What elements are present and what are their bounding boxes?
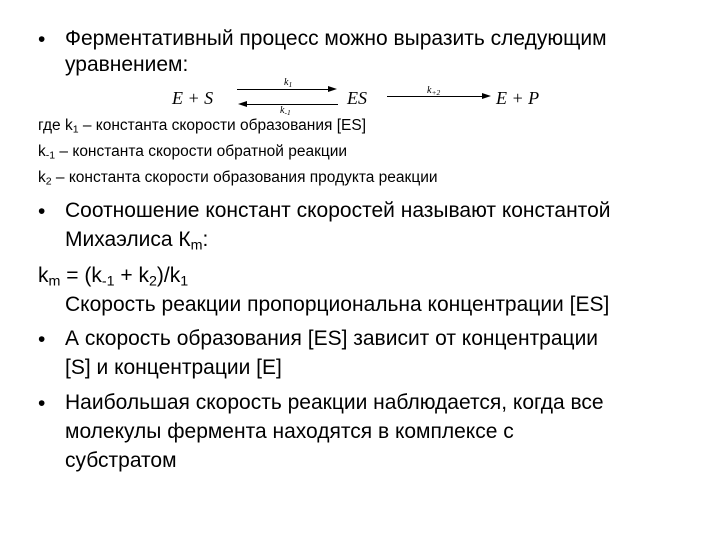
product-arrow-head xyxy=(482,93,491,99)
max-rate-line-2: молекулы фермента находятся в комплексе с xyxy=(65,420,514,443)
equation-complex: ES xyxy=(347,88,367,108)
bullet-marker: • xyxy=(38,392,46,415)
definition-k1: где $k_1$ – константа скорости образования [ES] xyxy=(38,117,367,136)
max-rate-line-1: Наибольшая скорость реакции наблюдается, когда все xyxy=(65,391,604,414)
bullet-marker: • xyxy=(38,200,46,223)
es-rate-line-2: [S] и концентрации [E] xyxy=(65,356,282,379)
rate-constant-forward: $k_1$ xyxy=(284,77,293,89)
intro-line-1: Ферментативный процесс можно выразить следующим xyxy=(65,27,607,50)
definition-k-1: $k_{-1}$ – константа скорости обратной реакции xyxy=(38,143,348,162)
proportional-statement: Скорость реакции пропорциональна концентрации [ES] xyxy=(65,293,610,316)
bullet-marker: • xyxy=(38,28,46,51)
ratio-line-2: Михаэлиса $К_m$: xyxy=(65,228,209,254)
definition-k2: $k_2$ – константа скорости образования продукта реакции xyxy=(38,169,438,188)
forward-arrow xyxy=(237,89,329,90)
reverse-arrow xyxy=(246,104,338,105)
ratio-line-1: Соотношение констант скоростей называют константой xyxy=(65,199,611,222)
michaelis-formula: $k_m = (k_{-1} + k_2)/k_1$ xyxy=(38,264,189,290)
forward-arrow-head xyxy=(328,86,337,92)
equation-products: E + P xyxy=(496,88,540,108)
rate-constant-product: $k_{+2}$ xyxy=(427,85,441,97)
reverse-arrow-head xyxy=(238,101,247,107)
max-rate-line-3: субстратом xyxy=(65,449,177,472)
intro-line-2: уравнением: xyxy=(65,53,189,76)
es-rate-line-1: А скорость образования [ES] зависит от концентрации xyxy=(65,327,599,350)
rate-constant-reverse: $k_{-1}$ xyxy=(280,105,291,117)
bullet-marker: • xyxy=(38,328,46,351)
equation-reactants: E + S xyxy=(172,88,214,108)
